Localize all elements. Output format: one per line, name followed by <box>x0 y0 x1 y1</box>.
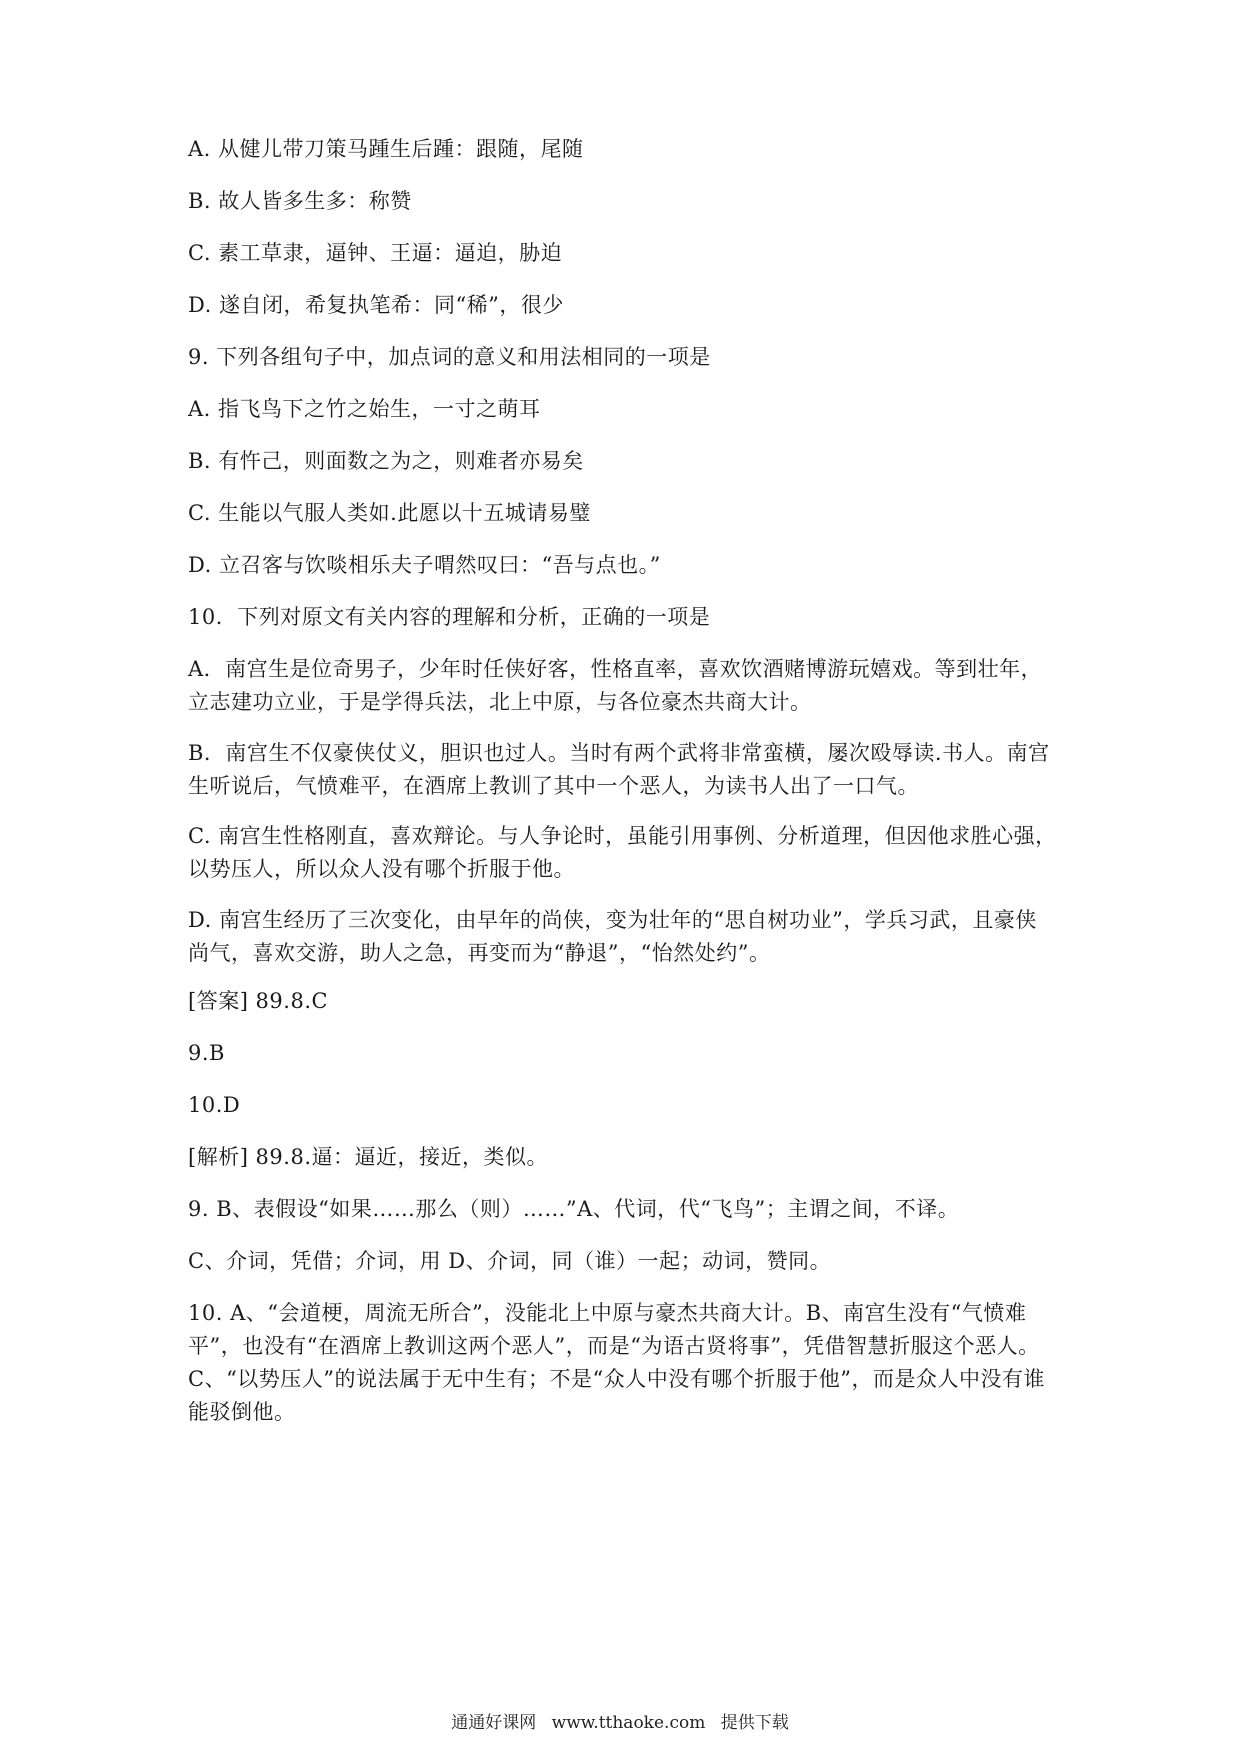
analysis-9-cd: C、介词，凭借；介词，用 D、介词，同（谁）一起；动词，赞同。 <box>188 1249 832 1273</box>
answer-10: 10.D <box>188 1093 241 1117</box>
footer-site-name: 通通好课网 <box>451 1713 537 1733</box>
option-8a: A. 从健儿带刀策马踵生后踵：跟随，尾随 <box>188 137 584 161</box>
footer-tagline: 提供下载 <box>720 1713 789 1733</box>
option-9b: B. 有忤己，则面数之为之，则难者亦易矣 <box>188 449 584 473</box>
question-10: 10．下列对原文有关内容的理解和分析，正确的一项是 <box>188 605 711 629</box>
option-9c: C. 生能以气服人类如.此愿以十五城请易璧 <box>188 501 591 525</box>
question-9: 9. 下列各组句子中，加点词的意义和用法相同的一项是 <box>188 345 711 369</box>
footer-url: www.tthaoke.com <box>551 1713 706 1733</box>
page-footer <box>0 1712 1240 1734</box>
option-10b: B．南宫生不仅豪侠仗义，胆识也过人。当时有两个武将非常蛮横，屡次殴辱读.书人。南宫生听说后，气愤难平，在酒席上教训了其中一个恶人，为读书人出了一口气。 <box>188 741 1050 798</box>
option-8c: C. 素工草隶，逼钟、王逼：逼迫，胁迫 <box>188 241 563 265</box>
answer-heading: [答案] 89.8.C <box>188 989 329 1013</box>
option-9d: D. 立召客与饮啖相乐夫子喟然叹曰：“吾与点也。” <box>188 553 661 577</box>
option-10d: D. 南宫生经历了三次变化，由早年的尚侠，变为壮年的“思自树功业”，学兵习武，且豪侠尚气，喜欢交游，助人之急，再变而为“静退”，“怡然处约”。 <box>188 908 1037 965</box>
option-8b: B. 故人皆多生多：称赞 <box>188 189 412 213</box>
option-8d: D. 遂自闭，希复执笔希：同“稀”，很少 <box>188 293 564 317</box>
answer-9: 9.B <box>188 1041 225 1065</box>
option-9a: A. 指飞鸟下之竹之始生，一寸之萌耳 <box>188 397 541 421</box>
analysis-10: 10. A、“会道梗，周流无所合”，没能北上中原与豪杰共商大计。B、南宫生没有“气愤难平”，也没有“在酒席上教训这两个恶人”，而是“为语古贤将事”，凭借智慧折服这个恶人。C、“以势压人”的说法属于无中生有；不是“众人中没有哪个折服于他”，而是众人中没有谁能驳倒他。 <box>188 1301 1046 1424</box>
option-10a: A．南宫生是位奇男子，少年时任侠好客，性格直率，喜欢饮酒赌博游玩嬉戏。等到壮年，立志建功立业，于是学得兵法，北上中原，与各位豪杰共商大计。 <box>188 657 1043 714</box>
option-10c: C. 南宫生性格刚直，喜欢辩论。与人争论时，虽能引用事例、分析道理，但因他求胜心强，以势压人，所以众人没有哪个折服于他。 <box>188 824 1057 881</box>
analysis-heading: [解析] 89.8.逼：逼近，接近，类似。 <box>188 1145 548 1169</box>
analysis-9: 9. B、表假设“如果……那么（则）……”A、代词，代“飞鸟”；主谓之间，不译。 <box>188 1197 960 1221</box>
